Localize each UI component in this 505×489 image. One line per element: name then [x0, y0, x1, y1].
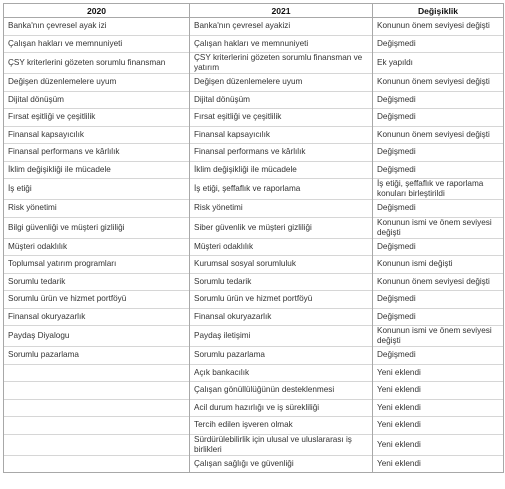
cell-2020-topic: Banka'nın çevresel ayak izi	[4, 18, 190, 36]
cell-2020-topic: Sorumlu pazarlama	[4, 347, 190, 365]
cell-change: Yeni eklendi	[373, 399, 504, 417]
cell-change: Değişmedi	[373, 161, 504, 179]
cell-change: Konunun ismi ve önem seviyesi değişti	[373, 217, 504, 238]
cell-2021-topic: Değişen düzenlemelere uyum	[190, 74, 373, 92]
table-row	[4, 179, 504, 200]
cell-2020-topic	[4, 382, 190, 400]
cell-2021-topic: Sürdürülebilirlik için ulusal ve uluslararası iş birlikleri	[190, 434, 373, 455]
cell-change: Konunun önem seviyesi değişti	[373, 126, 504, 144]
cell-change: Yeni eklendi	[373, 417, 504, 435]
table-row	[4, 109, 504, 127]
table-row	[4, 455, 504, 473]
table-row	[4, 273, 504, 291]
table-row	[4, 200, 504, 218]
cell-2021-topic: Finansal kapsayıcılık	[190, 126, 373, 144]
cell-2020-topic: ÇSY kriterlerini gözeten sorumlu finansman	[4, 53, 190, 74]
table-body	[4, 18, 504, 473]
cell-change: Konunun önem seviyesi değişti	[373, 18, 504, 36]
column-header-2020: 2020	[4, 4, 190, 18]
cell-2020-topic: İş etiği	[4, 179, 190, 200]
table-row	[4, 256, 504, 274]
cell-2021-topic: Finansal okuryazarlık	[190, 308, 373, 326]
cell-change: Değişmedi	[373, 91, 504, 109]
cell-2020-topic: Dijital dönüşüm	[4, 91, 190, 109]
table-row	[4, 291, 504, 309]
table-row	[4, 399, 504, 417]
cell-change: Değişmedi	[373, 200, 504, 218]
cell-2021-topic: Müşteri odaklılık	[190, 238, 373, 256]
cell-2020-topic	[4, 455, 190, 473]
cell-2021-topic: Çalışan sağlığı ve güvenliği	[190, 455, 373, 473]
cell-2020-topic: Finansal kapsayıcılık	[4, 126, 190, 144]
cell-2021-topic: Fırsat eşitliği ve çeşitlilik	[190, 109, 373, 127]
cell-2021-topic: ÇSY kriterlerini gözeten sorumlu finansman ve yatırım	[190, 53, 373, 74]
cell-2021-topic: Risk yönetimi	[190, 200, 373, 218]
cell-change: Ek yapıldı	[373, 53, 504, 74]
cell-2020-topic: Toplumsal yatırım programları	[4, 256, 190, 274]
table-row	[4, 238, 504, 256]
cell-2020-topic: Paydaş Diyalogu	[4, 326, 190, 347]
cell-change: Yeni eklendi	[373, 364, 504, 382]
table-row	[4, 364, 504, 382]
cell-2020-topic: Müşteri odaklılık	[4, 238, 190, 256]
column-header-change: Değişiklik	[373, 4, 504, 18]
cell-change: Değişmedi	[373, 109, 504, 127]
table-row	[4, 308, 504, 326]
table-row	[4, 18, 504, 36]
cell-2020-topic	[4, 364, 190, 382]
cell-2020-topic	[4, 399, 190, 417]
cell-2021-topic: Banka'nın çevresel ayakizi	[190, 18, 373, 36]
cell-change: Yeni eklendi	[373, 382, 504, 400]
table-row	[4, 126, 504, 144]
cell-2020-topic: Fırsat eşitliği ve çeşitlilik	[4, 109, 190, 127]
cell-2021-topic: Çalışan gönüllülüğünün desteklenmesi	[190, 382, 373, 400]
cell-change: İş etiği, şeffaflık ve raporlama konuları birleştirildi	[373, 179, 504, 200]
cell-2020-topic: İklim değişikliği ile mücadele	[4, 161, 190, 179]
cell-change: Yeni eklendi	[373, 455, 504, 473]
material-topics-table	[3, 3, 504, 473]
cell-2020-topic: Değişen düzenlemelere uyum	[4, 74, 190, 92]
table-row	[4, 434, 504, 455]
cell-2021-topic: Sorumlu tedarik	[190, 273, 373, 291]
cell-change: Değişmedi	[373, 308, 504, 326]
cell-2021-topic: Finansal performans ve kârlılık	[190, 144, 373, 162]
cell-change: Değişmedi	[373, 144, 504, 162]
cell-change: Değişmedi	[373, 291, 504, 309]
cell-2021-topic: İş etiği, şeffaflık ve raporlama	[190, 179, 373, 200]
cell-2021-topic: Çalışan hakları ve memnuniyeti	[190, 35, 373, 53]
material-topics-table-container	[3, 3, 503, 473]
cell-change: Konunun önem seviyesi değişti	[373, 273, 504, 291]
cell-2021-topic: Kurumsal sosyal sorumluluk	[190, 256, 373, 274]
cell-2020-topic	[4, 417, 190, 435]
cell-2020-topic: Risk yönetimi	[4, 200, 190, 218]
cell-change: Konunun ismi değişti	[373, 256, 504, 274]
cell-2021-topic: Açık bankacılık	[190, 364, 373, 382]
cell-2020-topic	[4, 434, 190, 455]
table-row	[4, 35, 504, 53]
cell-2021-topic: İklim değişikliği ile mücadele	[190, 161, 373, 179]
cell-2020-topic: Bilgi güvenliği ve müşteri gizliliği	[4, 217, 190, 238]
cell-2021-topic: Acil durum hazırlığı ve iş sürekliliği	[190, 399, 373, 417]
table-row	[4, 417, 504, 435]
cell-change: Konunun önem seviyesi değişti	[373, 74, 504, 92]
cell-2021-topic: Sorumlu ürün ve hizmet portföyü	[190, 291, 373, 309]
table-row	[4, 53, 504, 74]
cell-2021-topic: Siber güvenlik ve müşteri gizliliği	[190, 217, 373, 238]
column-header-2021: 2021	[190, 4, 373, 18]
cell-2020-topic: Finansal performans ve kârlılık	[4, 144, 190, 162]
cell-change: Yeni eklendi	[373, 434, 504, 455]
table-row	[4, 144, 504, 162]
cell-2021-topic: Dijital dönüşüm	[190, 91, 373, 109]
table-row	[4, 326, 504, 347]
cell-2020-topic: Sorumlu tedarik	[4, 273, 190, 291]
cell-2021-topic: Tercih edilen işveren olmak	[190, 417, 373, 435]
cell-2020-topic: Finansal okuryazarlık	[4, 308, 190, 326]
table-row	[4, 161, 504, 179]
cell-2021-topic: Sorumlu pazarlama	[190, 347, 373, 365]
table-row	[4, 382, 504, 400]
cell-2020-topic: Sorumlu ürün ve hizmet portföyü	[4, 291, 190, 309]
cell-2020-topic: Çalışan hakları ve memnuniyeti	[4, 35, 190, 53]
cell-change: Değişmedi	[373, 347, 504, 365]
cell-change: Konunun ismi ve önem seviyesi değişti	[373, 326, 504, 347]
table-row	[4, 74, 504, 92]
table-header-row	[4, 4, 504, 18]
table-row	[4, 91, 504, 109]
cell-change: Değişmedi	[373, 238, 504, 256]
table-row	[4, 217, 504, 238]
table-row	[4, 347, 504, 365]
cell-2021-topic: Paydaş iletişimi	[190, 326, 373, 347]
cell-change: Değişmedi	[373, 35, 504, 53]
